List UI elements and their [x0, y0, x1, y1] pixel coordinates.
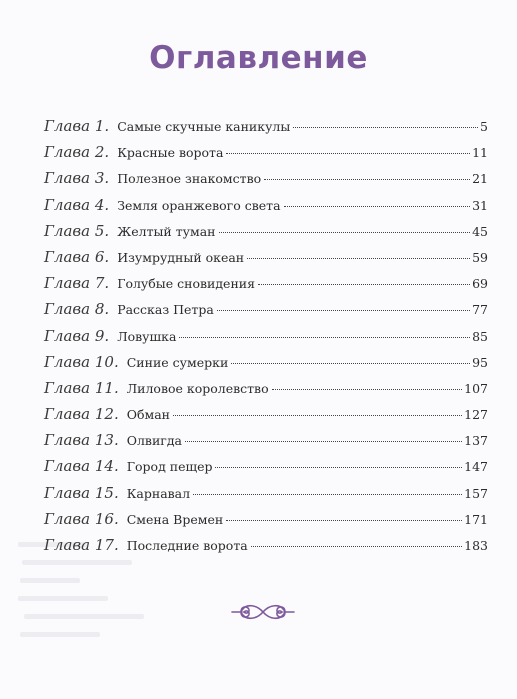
chapter-label: Глава 7. — [44, 274, 110, 293]
chapter-label: Глава 14. — [44, 457, 119, 476]
dot-leader — [179, 337, 470, 338]
dot-leader — [219, 232, 471, 233]
toc-entry — [44, 248, 488, 274]
toc-entry — [44, 143, 488, 169]
page-number: 69 — [472, 276, 488, 292]
chapter-title: Обман — [126, 407, 171, 423]
chapter-label: Глава 2. — [44, 143, 110, 162]
chapter-title: Красные ворота — [117, 145, 224, 161]
dot-leader — [258, 284, 470, 285]
toc-entry — [44, 536, 488, 562]
dot-leader — [215, 467, 462, 468]
toc-entry — [44, 457, 488, 483]
chapter-label: Глава 16. — [44, 509, 119, 528]
chapter-label: Глава 8. — [44, 300, 110, 319]
chapter-title: Последние ворота — [126, 538, 248, 553]
dot-leader — [185, 441, 462, 442]
page-number: 11 — [472, 145, 488, 161]
page-number: 127 — [464, 407, 488, 423]
page-number: 77 — [472, 302, 488, 318]
flourish-ornament-icon — [228, 600, 298, 624]
page-number: 157 — [464, 485, 488, 501]
page-number: 85 — [472, 328, 488, 344]
chapter-title: Смена Времен — [126, 511, 224, 527]
chapter-title: Карнавал — [126, 485, 191, 501]
dot-leader — [272, 389, 463, 390]
toc-entry — [44, 405, 488, 431]
toc-entry — [44, 300, 488, 326]
page-number: 45 — [472, 223, 488, 239]
dot-leader — [231, 363, 470, 364]
page-number: 21 — [472, 171, 488, 187]
dot-leader — [173, 415, 462, 416]
dot-leader — [264, 179, 470, 180]
chapter-label: Глава 4. — [44, 195, 110, 214]
page-number: 171 — [464, 511, 488, 527]
toc-entry — [44, 117, 488, 143]
page-title: Оглавление — [149, 40, 368, 76]
page-number: 107 — [464, 380, 488, 396]
toc-entry — [44, 510, 488, 536]
toc-entry — [44, 353, 488, 379]
page-number: 95 — [472, 354, 488, 370]
toc-entry — [44, 274, 488, 300]
chapter-label: Глава 13. — [44, 431, 119, 450]
chapter-label: Глава 12. — [44, 405, 119, 424]
chapter-label: Глава 1. — [44, 117, 110, 135]
table-of-contents — [44, 117, 488, 562]
page-number: 183 — [464, 538, 488, 553]
chapter-title: Земля оранжевого света — [117, 197, 281, 213]
chapter-title: Самые скучные каникулы — [117, 119, 291, 134]
page-number: 59 — [472, 249, 488, 265]
chapter-title: Изумрудный океан — [117, 249, 245, 265]
page-number: 137 — [464, 433, 488, 449]
chapter-label: Глава 6. — [44, 247, 110, 266]
toc-entry — [44, 484, 488, 510]
toc-entry — [44, 169, 488, 195]
chapter-label: Глава 17. — [44, 536, 119, 554]
dot-leader — [247, 258, 470, 259]
chapter-title: Желтый туман — [117, 223, 216, 239]
chapter-title: Лиловое королевство — [126, 380, 269, 396]
dot-leader — [226, 153, 470, 154]
chapter-label: Глава 10. — [44, 352, 119, 371]
chapter-label: Глава 11. — [44, 378, 119, 397]
chapter-title: Рассказ Петра — [117, 302, 214, 318]
chapter-label: Глава 9. — [44, 326, 110, 345]
chapter-label: Глава 3. — [44, 169, 110, 188]
page-number: 31 — [472, 197, 488, 213]
toc-entry — [44, 431, 488, 457]
toc-entry — [44, 379, 488, 405]
toc-entry — [44, 327, 488, 353]
chapter-label: Глава 15. — [44, 483, 119, 502]
toc-entry — [44, 222, 488, 248]
chapter-title: Ловушка — [117, 328, 177, 344]
chapter-title: Олвигда — [126, 433, 182, 449]
page-number: 147 — [464, 459, 488, 475]
dot-leader — [293, 127, 478, 128]
dot-leader — [217, 310, 470, 311]
chapter-title: Полезное знакомство — [117, 171, 262, 187]
toc-entry — [44, 196, 488, 222]
chapter-title: Город пещер — [126, 459, 213, 475]
page-number: 5 — [480, 119, 488, 134]
dot-leader — [226, 520, 462, 521]
chapter-title: Синие сумерки — [126, 354, 229, 370]
chapter-title: Голубые сновидения — [117, 276, 255, 292]
dot-leader — [284, 206, 471, 207]
dot-leader — [251, 546, 462, 547]
dot-leader — [193, 494, 462, 495]
chapter-label: Глава 5. — [44, 221, 110, 240]
